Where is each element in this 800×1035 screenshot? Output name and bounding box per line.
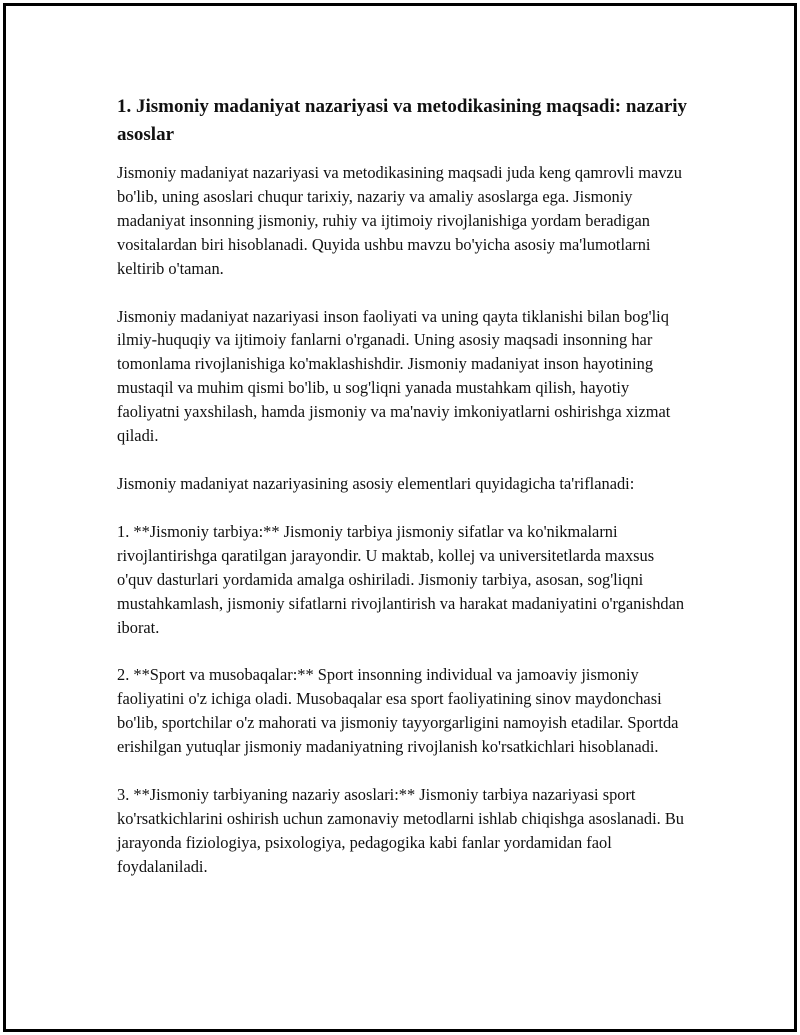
paragraph-intro: Jismoniy madaniyat nazariyasi va metodikasining maqsadi juda keng qamrovli mavzu bo'lib, uning asoslari chuqur tarixiy, nazariy va amaliy asoslarga ega. Jismoniy madaniyat insonning jismoniy, ruhiy va ijtimoiy rivojlanishiga yordam beradigan vositalardan biri hisoblanadi. Quyida ushbu mavzu bo'yicha asosiy ma'lumotlarni keltirib o'taman. [117, 163, 682, 278]
list-item-theoretical-foundations: 3. **Jismoniy tarbiyaning nazariy asoslari:** Jismoniy tarbiya nazariyasi sport ko'rsatkichlarini oshirish uchun zamonaviy metodlarni ishlab chiqishga asoslanadi. Bu jarayonda fiziologiya, psixologiya, pedagogika kabi fanlar yordamidan faol foydalaniladi. [117, 785, 684, 876]
section-heading: 1. Jismoniy madaniyat nazariyasi va metodikasining maqsadi: nazariy asoslar [117, 96, 688, 145]
document-body [117, 93, 692, 903]
list-item-physical-education: 1. **Jismoniy tarbiya:** Jismoniy tarbiya jismoniy sifatlar va ko'nikmalarni rivojlantirishga qaratilgan jarayondir. U maktab, kollej va universitetlarda maxsus o'quv dasturlari yordamida amalga oshiriladi. Jismoniy tarbiya, asosan, sog'liqni mustahkamlash, jismoniy sifatlarni rivojlantirish va harakat madaniyatini o'rganishdan iborat. [117, 521, 685, 637]
paragraph-theory: Jismoniy madaniyat nazariyasi inson faoliyati va uning qayta tiklanishi bilan bog'liq ilmiy-huquqiy va ijtimoiy fanlarni o'rganadi. Uning asosiy maqsadi insonning har tomonlama rivojlanishiga ko'maklashishdir. Jismoniy madaniyat inson hayotining mustaqil va muhim qismi bo'lib, u sog'liqni yanada mustahkam qilish, hayotiy faoliyatni yaxshilash, hamda jismoniy va ma'naviy imkoniyatlarni oshirishga xizmat qiladi. [117, 306, 671, 446]
list-item-sport-competitions: 2. **Sport va musobaqalar:** Sport insonning individual va jamoaviy jismoniy faoliyatini o'z ichiga oladi. Musobaqalar esa sport faoliyatining sinov maydonchasi bo'lib, sportchilar o'z mahorati va jismoniy tayyorgarligini namoyish etadilar. Sportda erishilgan yutuqlar jismoniy madaniyatning rivojlanish ko'rsatkichlari hisoblanadi. [117, 665, 679, 757]
paragraph-elements-intro: Jismoniy madaniyat nazariyasining asosiy elementlari quyidagicha ta'riflanadi: [117, 473, 635, 493]
